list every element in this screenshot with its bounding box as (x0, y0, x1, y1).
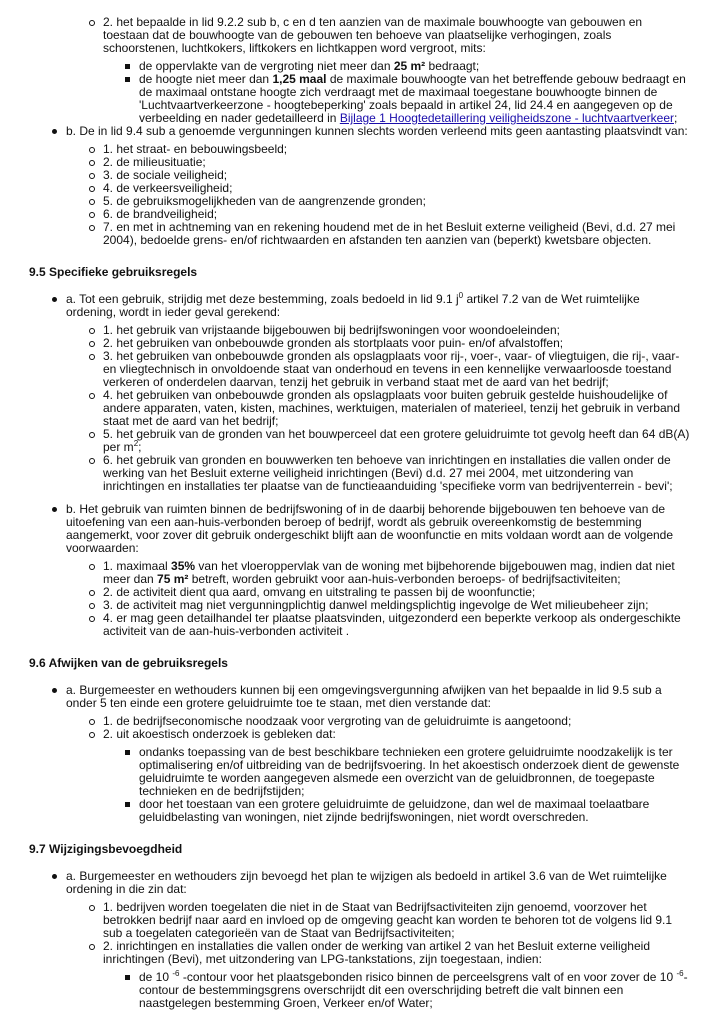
list-item: 1. bedrijven worden toegelaten die niet in de Staat van Bedrijfsactiviteiten zijn genoemd, voorzover het betrokken bedrijf naar aard en invloed op de omgeving geacht kan worden te behoren tot de volgens lid 9.1 sub a toegelaten categorieën van de Staat van Bedrijfsactiviteiten; (103, 901, 690, 940)
list-item: de 10 $^{-6}$ -contour voor het plaatsgebonden risico binnen de perceelsgrens valt of en voor zover de 10 $^{-6}$-contour de bestemmingsgrens overschrijdt dit een overschrijding betreft die valt binnen een naastgelegen bestemming Groen, Verkeer en/of Water; (139, 971, 690, 1010)
list-9-5-b (66, 503, 690, 555)
list-item: 1. het gebruik van vrijstaande bijgebouwen bij bedrijfswoningen voor woondoeleinden; (103, 324, 690, 337)
list-item: 6. de brandveiligheid; (103, 208, 690, 221)
sublist-conditions (139, 60, 690, 125)
list-item: 4. de verkeersveiligheid; (103, 182, 690, 195)
appendix-1-link[interactable]: Bijlage 1 Hoogtedetaillering veiligheidszone - luchtvaartverkeer (339, 111, 675, 125)
section-heading-9-7: 9.7 Wijzigingsbevoegdheid (29, 842, 183, 856)
list-9-7-a (66, 870, 690, 896)
sublist-9-6-a-2 (139, 746, 690, 824)
list-item: a. Tot een gebruik, strijdig met deze bestemming, zoals bedoeld in lid 9.1 $j^0$ artikel 7.2 van de Wet ruimtelijke ordening, wordt in ieder geval gerekend: (66, 293, 690, 319)
list-item: 4. het gebruiken van onbebouwde gronden als opslagplaats voor buiten gebruik gestelde huishoudelijke of andere apparaten, vaten, kisten, machines, werktuigen, materialen of materieel, tenzij het gebruik in verband staat met de aard van het bedrijf; (103, 389, 690, 428)
list-item: de oppervlakte van de vergroting niet meer dan 25 m² bedraagt; (139, 60, 690, 73)
list-9-6-a (66, 684, 690, 710)
list-item: 1. maximaal 35% van het vloeroppervlak van de woning met bijbehorende bijgebouwen mag, indien dat niet meer dan 75 m² betreft, worden gebruikt voor aan-huis-verbonden beroeps- of bedrijfsactiviteiten; (103, 560, 690, 586)
list-item: 6. het gebruik van gronden en bouwwerken ten behoeve van inrichtingen en installaties die vallen onder de werking van het Besluit externe veiligheid inrichtingen (Bevi) d.d. 27 mei 2004, met uitzondering van inrichtingen en installaties ter plaatse van de functieaanduiding 'specifieke vorm van bedrijventerrein - bevi'; (103, 454, 690, 493)
list-9-5-a (66, 293, 690, 319)
sublist-9-6-a (103, 715, 690, 741)
list-item: 7. en met in achtneming van en rekening houdend met de in het Besluit externe veiligheid (Bevi, d.d. 27 mei 2004), bedoelde grens- en/of richtwaarden en afstanden ten aanzien van (beperkt) kwetsbare objecten. (103, 221, 690, 247)
sublist-9-5-b (103, 560, 690, 638)
list-item: 5. het gebruik van de gronden van het bouwperceel dat een grotere geluidruimte tot gevolg heeft dan 64 dB(A) per $m^2$; (103, 427, 690, 454)
list-item: 2. de milieusituatie; (103, 156, 690, 169)
list-item: 3. de sociale veiligheid; (103, 169, 690, 182)
list-item: 3. de activiteit mag niet vergunningplichtig danwel meldingsplichtig ingevolge de Wet milieubeheer zijn; (103, 599, 690, 612)
list-item: 5. de gebruiksmogelijkheden van de aangrenzende gronden; (103, 195, 690, 208)
list-item: a. Burgemeester en wethouders kunnen bij een omgevingsvergunning afwijken van het bepaalde in lid 9.5 sub a onder 5 ten einde een grotere geluidruimte toe te staan, met dien verstande dat: (66, 684, 690, 710)
section-heading-9-6: 9.6 Afwijken van de gebruiksregels (29, 656, 228, 670)
sublist-9-5-a (103, 324, 690, 493)
list-9-4-a-continued (103, 16, 690, 55)
list-item: a. Burgemeester en wethouders zijn bevoegd het plan te wijzigen als bedoeld in artikel 3.6 van de Wet ruimtelijke ordening in die zin dat: (66, 870, 690, 896)
list-item: 4. er mag geen detailhandel ter plaatse plaatsvinden, uitgezonderd een beperkte verkoop als ondergeschikte activiteit van de aan-huis-verbonden activiteit . (103, 612, 690, 638)
list-item: 1. het straat- en bebouwingsbeeld; (103, 143, 690, 156)
list-item: b. Het gebruik van ruimten binnen de bedrijfswoning of in de daarbij behorende bijgebouwen ten behoeve van de uitoefening van een aan-huis-verbonden beroep of bedrijf, wordt als gebruik overeenkomstig de bestemming aangemerkt, voor zover dit gebruik ondergeschikt blijft aan de woonfunctie en mits voldaan wordt aan de volgende voorwaarden: (66, 503, 690, 555)
list-item: 3. het gebruiken van onbebouwde gronden als opslagplaats voor rij-, voer-, vaar- of vliegtuigen, die rij-, vaar- en vliegtechnisch in onvoldoende staat van onderhoud en tevens in een kennelijke verwaarloosde toestand verkeren of onderdelen daarvan, tenzij het gebruik in verband staat met de aard van het bedrijf; (103, 350, 690, 389)
list-item: 2. de activiteit dient qua aard, omvang en uitstraling te passen bij de woonfunctie; (103, 586, 690, 599)
list-item: 1. de bedrijfseconomische noodzaak voor vergroting van de geluidruimte is aangetoond; (103, 715, 690, 728)
sublist-9-7-a-2 (139, 971, 690, 1010)
list-item: door het toestaan van een grotere geluidruimte de geluidzone, dan wel de maximaal toelaatbare geluidbelasting van woningen, niet zijnde bedrijfswoningen, niet wordt overschreden. (139, 798, 690, 824)
list-item: de hoogte niet meer dan 1,25 maal de maximale bouwhoogte van het betreffende gebouw bedraagt en de maximaal ontstane hoogte zich verdraagt met de maximaal toegestane bouwhoogte binnen de 'Luchtvaartverkeerzone - hoogtebeperking' zoals bepaald in artikel 24, lid 24.4 en aangegeven op de verbeelding en nader gedetailleerd in Bijlage 1 Hoogtedetaillering veiligheidszone - luchtvaartverkeer; (139, 73, 690, 125)
sublist-9-7-a (103, 901, 690, 966)
list-item: 2. het bepaalde in lid 9.2.2 sub b, c en d ten aanzien van de maximale bouwhoogte van gebouwen en toestaan dat de bouwhoogte van de gebouwen ten behoeve van plaatselijke verhogingen, zoals schoorstenen, luchtkokers, liftkokers en lichtkappen word vergroot, mits: (103, 16, 690, 55)
section-heading-9-5: 9.5 Specifieke gebruiksregels (29, 265, 198, 279)
list-item: 2. uit akoestisch onderzoek is gebleken dat: (103, 728, 690, 741)
list-item: 2. het gebruiken van onbebouwde gronden als stortplaats voor puin- en/of afvalstoffen; (103, 337, 690, 350)
list-item: ondanks toepassing van de best beschikbare technieken een grotere geluidruimte noodzakelijk is ter optimalisering en/of uitbreiding van de bedrijfsvoering. In het akoestisch onderzoek dient de gewenste geluidruimte te worden aangegeven alsmede een overzicht van de geluidbronnen, de toegepaste technieken en de bedrijfstijden; (139, 746, 690, 798)
sublist-9-4-b (103, 143, 690, 247)
list-item: b. De in lid 9.4 sub a genoemde vergunningen kunnen slechts worden verleend mits geen aantasting plaatsvindt van: (66, 125, 690, 138)
list-9-4-b (66, 125, 690, 138)
list-item: 2. inrichtingen en installaties die vallen onder de werking van artikel 2 van het Besluit externe veiligheid inrichtingen (Bevi), met uitzondering van LPG-tankstations, zijn toegestaan, indien: (103, 940, 690, 966)
